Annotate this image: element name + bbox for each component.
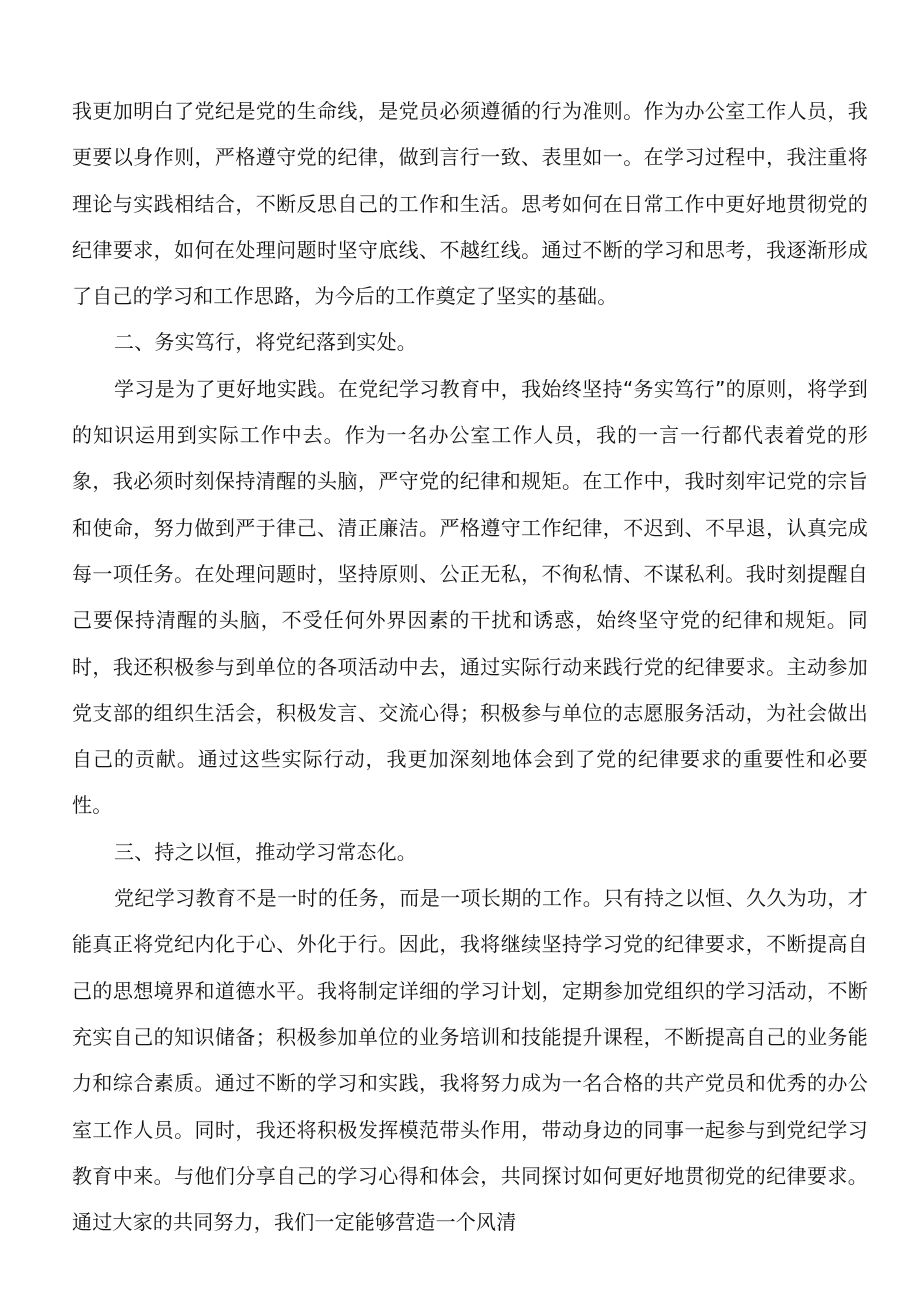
section-heading: 二、务实笃行，将党纪落到实处。 xyxy=(114,330,417,355)
body-paragraph: 学习是为了更好地实践。在党纪学习教育中，我始终坚持“务实笃行”的原则，将学到的知识运用到实际工作中去。作为一名办公室工作人员，我的一言一行都代表着党的形象，我必须时刻保持清醒的头脑，严守党的纪律和规矩。在工作中，我时刻牢记党的宗旨和使命，努力做到严于律己、清正廉洁。严格遵守工作纪律，不迟到、不早退，认真完成每一项任务。在处理问题时，坚持原则、公正无私，不徇私情、不谋私利。我时刻提醒自己要保持清醒的头脑，不受任何外界因素的干扰和诱惑，始终坚守党的纪律和规矩。同时，我还积极参与到单位的各项活动中去，通过实际行动来践行党的纪律要求。主动参加党支部的组织生活会，积极发言、交流心得；积极参与单位的志愿服务活动，为社会做出自己的贡献。通过这些实际行动，我更加深刻地体会到了党的纪律要求的重要性和必要性。 xyxy=(72,376,868,818)
body-paragraph: 我更加明白了党纪是党的生命线，是党员必须遵循的行为准则。作为办公室工作人员，我更要以身作则，严格遵守党的纪律，做到言行一致、表里如一。在学习过程中，我注重将理论与实践相结合，不断反思自己的工作和生活。思考如何在日常工作中更好地贯彻党的纪律要求，如何在处理问题时坚守底线、不越红线。通过不断的学习和思考，我逐渐形成了自己的学习和工作思路，为今后的工作奠定了坚实的基础。 xyxy=(72,99,868,309)
body-paragraph: 党纪学习教育不是一时的任务，而是一项长期的工作。只有持之以恒、久久为功，才能真正将党纪内化于心、外化于行。因此，我将继续坚持学习党的纪律要求，不断提高自己的思想境界和道德水平。我将制定详细的学习计划，定期参加党组织的学习活动，不断充实自己的知识储备；积极参加单位的业务培训和技能提升课程，不断提高自己的业务能力和综合素质。通过不断的学习和实践，我将努力成为一名合格的共产党员和优秀的办公室工作人员。同时，我还将积极发挥模范带头作用，带动身边的同事一起参与到党纪学习教育中来。与他们分享自己的学习心得和体会，共同探讨如何更好地贯彻党的纪律要求。通过大家的共同努力，我们一定能够营造一个风清 xyxy=(72,886,868,1235)
section-heading: 三、持之以恒，推动学习常态化。 xyxy=(114,839,417,864)
